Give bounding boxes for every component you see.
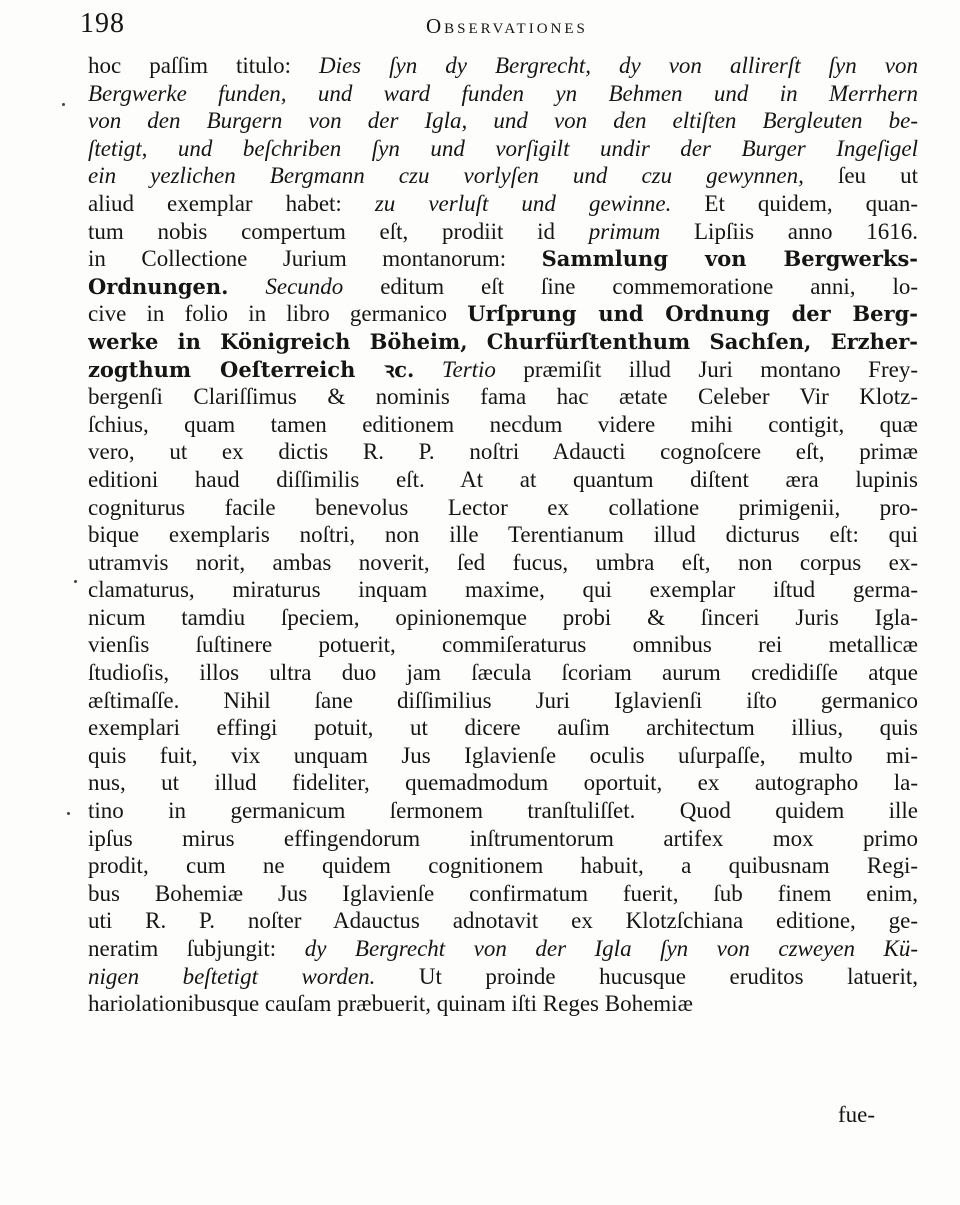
catchword: fue- (838, 1102, 876, 1127)
italic-text: Bergwerke funden, und ward funden yn Behmen und in Merrhern (88, 80, 918, 106)
roman-text: tum nobis compertum eſt, prodiit id (88, 218, 589, 244)
roman-text: hariolationibusque cauſam præbuerit, quinam iſti Reges Bohemiæ (88, 991, 693, 1017)
italic-text: Dies ſyn dy Bergrecht, dy von allirerſt ſyn von (318, 53, 918, 78)
roman-text: bus Bohemiæ Jus Iglavienſe confirmatum fuerit, ſub finem enim, (88, 880, 918, 906)
text-line (88, 162, 918, 190)
text-line (88, 135, 918, 163)
text-line (88, 935, 918, 963)
text-line (88, 687, 918, 715)
roman-text: Et quidem, quan- (671, 190, 918, 216)
roman-text: ipſus mirus effingendorum inſtrumentorum artifex mox primo (88, 825, 918, 851)
roman-text: aliud exemplar habet: (88, 190, 375, 216)
blackletter-text: Sammlung von Bergwerks- (541, 246, 918, 272)
text-line (88, 438, 918, 466)
text-line (88, 604, 918, 632)
text-line (88, 907, 918, 935)
text-line (88, 356, 918, 384)
roman-text: neratim ſubjungit: (88, 936, 305, 961)
roman-text: in Collectione Jurium montanorum: (88, 246, 542, 272)
italic-text: nigen beſtetigt worden. (88, 963, 376, 989)
text-line (88, 549, 918, 577)
roman-text: bique exemplaris noſtri, non ille Terentianum illud dicturus eſt: qui (88, 522, 918, 548)
roman-text: Ut proinde hucusque eruditos latuerit, (375, 963, 918, 989)
text-line (88, 411, 918, 439)
roman-text (414, 357, 441, 382)
text-line (88, 797, 918, 825)
roman-text: quis fuit, vix unquam Jus Iglavienſe oculis uſurpaſſe, multo mi- (88, 742, 918, 768)
italic-text: ſtetigt, und beſchriben ſyn und vorſigilt undir der Burger Ingeſigel (88, 135, 918, 161)
roman-text: exemplari effingi potuit, ut dicere auſim architectum illius, quis (88, 715, 918, 741)
text-line (88, 273, 918, 301)
roman-text: clamaturus, miraturus inquam maxime, qui exemplar iſtud germa- (88, 577, 918, 603)
text-line (88, 328, 918, 356)
text-line (88, 494, 918, 522)
paper-speck (74, 580, 77, 583)
text-line (88, 769, 918, 797)
text-line (88, 742, 918, 770)
text-line (88, 521, 918, 549)
italic-text: zu verluſt und gewinne. (374, 190, 672, 216)
text-line (88, 576, 918, 604)
text-line (88, 466, 918, 494)
roman-text: utramvis norit, ambas noverit, ſed fucus, umbra eſt, non corpus ex- (88, 549, 918, 575)
running-title: Observationes (426, 14, 588, 38)
text-line (88, 825, 918, 853)
roman-text: nus, ut illud fideliter, quemadmodum oportuit, ex autographo la- (88, 770, 918, 796)
text-line (88, 714, 918, 742)
roman-text: nicum tamdiu ſpeciem, opinionemque probi & ſinceri Juris Igla- (88, 604, 918, 630)
italic-text: Secundo (265, 273, 344, 299)
roman-text: prodit, cum ne quidem cognitionem habuit, a quibusnam Regi- (88, 853, 918, 879)
text-line (88, 190, 918, 218)
text-line (88, 631, 918, 659)
paper-speck (67, 812, 70, 815)
roman-text: cogniturus facile benevolus Lector ex collatione primigenii, pro- (88, 494, 918, 520)
blackletter-text: Ordnungen. (88, 273, 229, 299)
text-line (88, 245, 918, 273)
text-line (88, 80, 918, 108)
roman-text: vienſis ſuſtinere potuerit, commiſeraturus omnibus rei metallicæ (88, 632, 918, 658)
roman-text: Lipſiis anno 1616. (660, 218, 918, 244)
roman-text: ſtudioſis, illos ultra duo jam ſæcula ſcoriam aurum credidiſſe atque (88, 660, 918, 686)
roman-text: vero, ut ex dictis R. P. noſtri Adaucti cognoſcere eſt, primæ (88, 439, 918, 465)
blackletter-text: werke in Königreich Böheim, Churfürſtenthum Sachſen, Erzher- (88, 328, 918, 354)
roman-text: bergenſi Clariſſimus & nominis fama hac ætate Celeber Vir Klotz- (88, 384, 918, 410)
text-line (88, 300, 918, 328)
body-text (88, 52, 918, 1018)
text-line (88, 218, 918, 246)
text-line (88, 52, 918, 80)
text-line (88, 383, 918, 411)
text-line (88, 963, 918, 991)
page-number: 198 (80, 8, 125, 39)
running-head (80, 8, 920, 38)
italic-text: primum (588, 218, 661, 244)
roman-text: editum eſt ſine commemoratione anni, lo- (343, 273, 918, 299)
text-line (88, 852, 918, 880)
text-line (88, 659, 918, 687)
roman-text: ſchius, quam tamen editionem necdum videre mihi contigit, quæ (88, 411, 918, 437)
italic-text: ein yezlichen Bergmann czu vorlyſen und czu gewynnen, (88, 163, 804, 189)
italic-text: von den Burgern von der Igla, und von den eltiſten Bergleuten be- (88, 108, 918, 134)
roman-text: ſeu ut (803, 163, 918, 189)
roman-text: hoc paſſim titulo: (88, 53, 319, 78)
roman-text: editioni haud diſſimilis eſt. At at quantum diſtent æra lupinis (88, 466, 918, 492)
roman-text: æſtimaſſe. Nihil ſane diſſimilius Juri Iglavienſi iſto germanico (88, 687, 918, 713)
roman-text: uti R. P. noſter Adauctus adnotavit ex Klotzſchiana editione, ge- (88, 908, 918, 934)
italic-text: dy Bergrecht von der Igla ſyn von czweyen Kü- (304, 936, 918, 961)
paper-speck (62, 103, 65, 106)
roman-text: præmiſit illud Juri montano Frey- (495, 356, 918, 382)
text-line (88, 880, 918, 908)
blackletter-text: zogthum Oeſterreich ꝛc. (88, 356, 415, 382)
blackletter-text: Urſprung und Ordnung der Berg- (467, 301, 918, 327)
text-line (88, 990, 918, 1018)
roman-text: cive in folio in libro germanico (88, 301, 468, 327)
roman-text (228, 274, 265, 299)
roman-text: tino in germanicum ſermonem tranſtuliſſet. Quod quidem ille (88, 798, 918, 824)
text-line (88, 107, 918, 135)
italic-text: Tertio (441, 356, 496, 382)
